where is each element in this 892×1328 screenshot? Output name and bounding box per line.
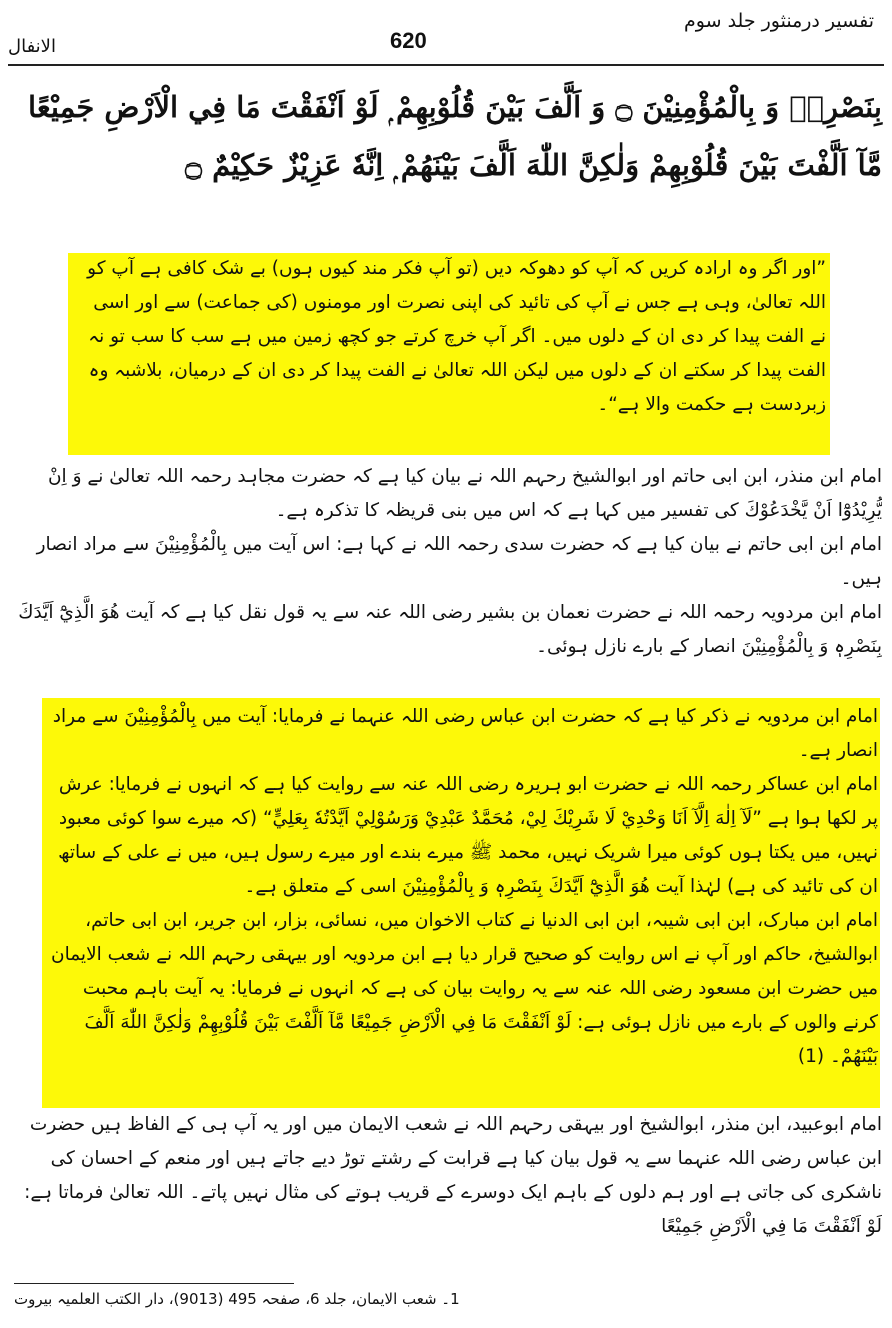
commentary-paragraph: امام ابن ابی حاتم نے بیان کیا ہے کہ حضرت سدی رحمہ اللہ نے کہا ہے: اس آیت میں بِالْمُؤْمِنِيْنَ سے مراد انصار ہیں۔: [36, 534, 882, 589]
page-number: 620: [390, 28, 427, 53]
narration-paragraph: امام ابن مردویہ نے ذکر کیا ہے کہ حضرت ابن عباس رضی اللہ عنہما نے فرمایا: آیت میں بِالْمُؤْمِنِيْنَ سے مراد انصار ہے۔: [52, 706, 878, 761]
commentary-paragraph: امام ابن مردویہ رحمہ اللہ نے حضرت نعمان بن بشیر رضی اللہ عنہ سے یہ قول نقل کیا ہے کہ آیت هُوَ الَّذِيْٓ اَيَّدَكَ بِنَصْرِهٖ وَ بِالْمُؤْمِنِيْنَ انصار کے بارے نازل ہوئی۔: [18, 602, 882, 657]
quran-verse: بِنَصْرِهٖ وَ بِالْمُؤْمِنِيْنَ ۝ وَ اَلَّفَ بَيْنَ قُلُوْبِهِمْ ۭ لَوْ اَنْفَقْتَ مَا فِي الْاَرْضِ جَمِيْعًا مَّآ اَلَّفْتَ بَيْنَ قُلُوْبِهِمْ وَلٰكِنَّ اللّٰهَ اَلَّفَ بَيْنَهُمْ ۭ اِنَّهٗ عَزِيْزٌ حَكِيْمٌ ۝: [28, 90, 882, 182]
footnote: 1۔ شعب الایمان، جلد 6، صفحہ 495 (9013)، دار الکتب العلمیہ بیروت: [14, 1290, 460, 1308]
surah-name: الانفال: [8, 36, 56, 57]
commentary-block: [10, 460, 882, 678]
header-rule: [8, 64, 884, 66]
narrations-block: [46, 700, 878, 1106]
book-title: تفسیر درمنثور جلد سوم: [684, 10, 874, 32]
closing-block: [10, 1108, 882, 1278]
page-header: [0, 0, 892, 70]
narration-paragraph: امام ابن مبارک، ابن ابی شیبہ، ابن ابی الدنیا نے کتاب الاخوان میں، نسائی، بزار، ابن جریر، ابن ابی حاتم، ابوالشیخ، حاکم اور آپ نے اس روایت کو صحیح قرار دیا ہے ابن مردویہ اور بیہقی رحہم اللہ نے شعب الایمان میں حضرت ابن مسعود رضی اللہ عنہ سے یہ روایت بیان کی ہے کہ انہوں نے فرمایا: یہ آیت باہم محبت کرنے والوں کے بارے میں نازل ہوئی ہے: لَوْ اَنْفَقْتَ مَا فِي الْاَرْضِ جَمِيْعًا مَّآ اَلَّفْتَ بَيْنَ قُلُوْبِهِمْ وَلٰكِنَّ اللّٰهَ اَلَّفَ بَيْنَهُمْ۔ (1): [51, 910, 878, 1067]
footnote-rule: [14, 1283, 294, 1284]
closing-paragraph: امام ابوعبید، ابن منذر، ابوالشیخ اور بیہقی رحہم اللہ نے شعب الایمان میں اور یہ آپ ہی کے الفاظ ہیں حضرت ابن عباس رضی اللہ عنہما سے یہ قول بیان کیا ہے قرابت کے رشتے توڑ دیے جاتے ہیں اور منعم کے احسان کی ناشکری کی جاتی ہے اور ہم دلوں کے باہم ایک دوسرے کے قریب ہوتے کی مثال نہیں پاتے۔ اللہ تعالیٰ فرماتا ہے: لَوْ اَنْفَقْتَ مَا فِي الْاَرْضِ جَمِيْعًا: [24, 1114, 882, 1237]
narration-paragraph: امام ابن عساکر رحمہ اللہ نے حضرت ابو ہریرہ رضی اللہ عنہ سے روایت کیا ہے کہ انہوں نے فرمایا: عرش پر لکھا ہوا ہے ”لَآ اِلٰهَ اِلَّآ اَنَا وَحْدِيْ لَا شَرِيْكَ لِيْ، مُحَمَّدٌ عَبْدِيْ وَرَسُوْلِيْ اَيَّدْتُهٗ بِعَلِيٍّ“ (کہ میرے سوا کوئی معبود نہیں، میں یکتا ہوں کوئی میرا شریک نہیں، محمد ﷺ میرے بندے اور میرے رسول ہیں، میں نے علی کے ساتھ ان کی تائید کی ہے) لہٰذا آیت هُوَ الَّذِيْٓ اَيَّدَكَ بِنَصْرِهٖ وَ بِالْمُؤْمِنِيْنَ اسی کے متعلق ہے۔: [58, 774, 878, 897]
translation-text: ”اور اگر وہ ارادہ کریں کہ آپ کو دھوکہ دیں (تو آپ فکر مند کیوں ہوں) بے شک کافی ہے آپ کو اللہ تعالیٰ، وہی ہے جس نے آپ کی تائید کی اپنی نصرت اور مومنوں (کی جماعت) سے اور اسی نے الفت پیدا کر دی ان کے دلوں میں۔ اگر آپ خرچ کرتے جو کچھ زمین میں ہے سب کا سب تو نہ الفت پیدا کر سکتے ان کے دلوں میں لیکن اللہ تعالیٰ نے الفت پیدا کر دی ان کے درمیان، بلاشبہ وہ زبردست ہے حکمت والا ہے“۔: [87, 258, 826, 415]
translation-block: [72, 252, 826, 462]
commentary-paragraph: امام ابن منذر، ابن ابی حاتم اور ابوالشیخ رحہم اللہ نے بیان کیا ہے کہ حضرت مجاہد رحمہ اللہ تعالیٰ نے وَ اِنْ يُّرِيْدُوْٓا اَنْ يَّخْدَعُوْكَ کی تفسیر میں کہا ہے کہ اس میں بنی قریظہ کا تذکرہ ہے۔: [47, 466, 882, 521]
